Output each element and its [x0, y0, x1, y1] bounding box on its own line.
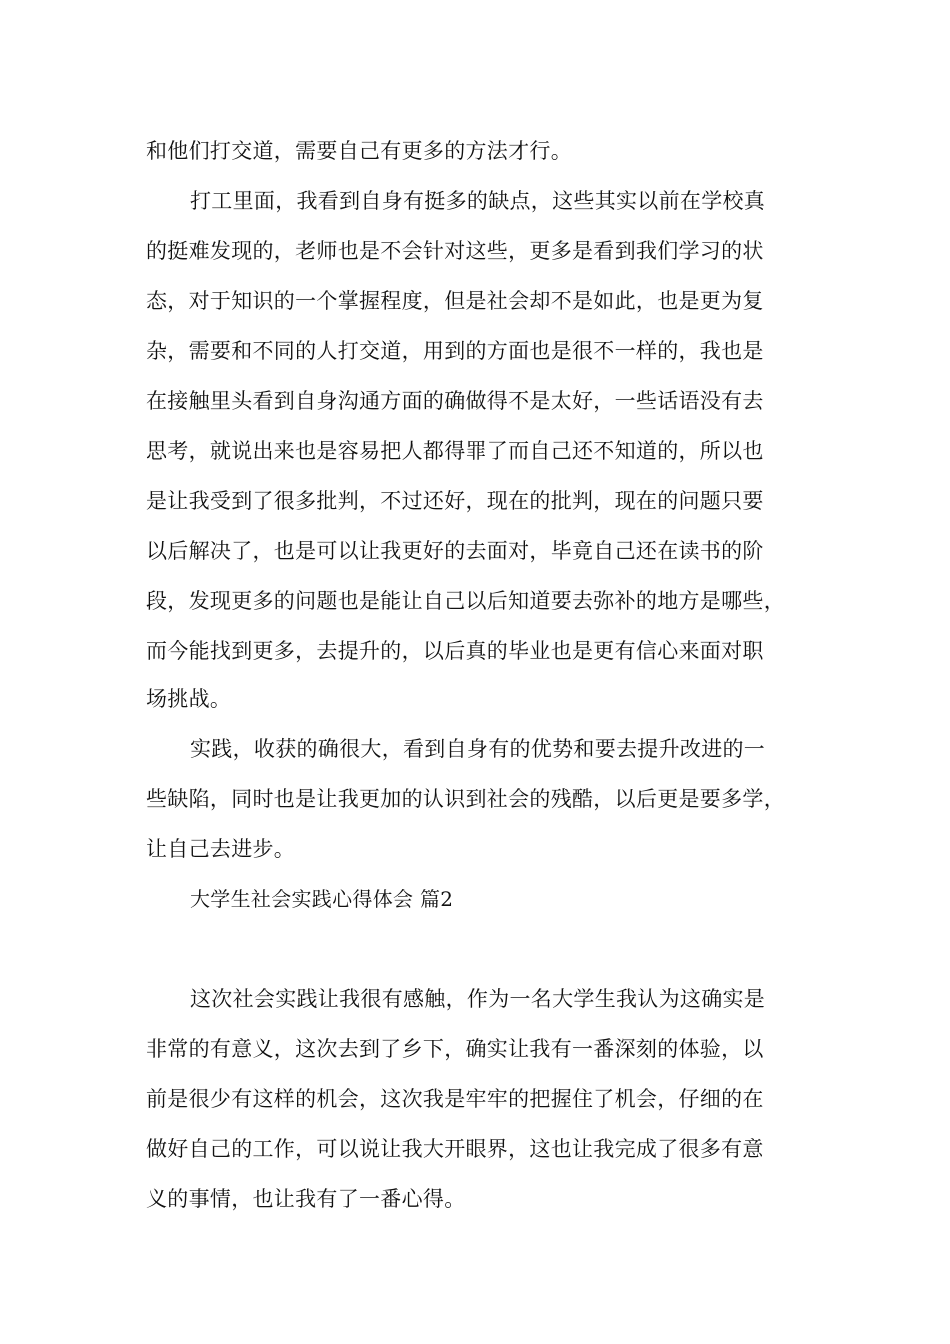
text-line: 场挑战。 — [146, 687, 232, 711]
text-line: 的挺难发现的，老师也是不会针对这些，更多是看到我们学习的状 — [146, 239, 764, 263]
text-line: 段，发现更多的问题也是能让自己以后知道要去弥补的地方是哪些， — [146, 589, 785, 613]
text-line: 在接触里头看到自身沟通方面的确做得不是太好，一些话语没有去 — [146, 389, 764, 413]
text-line: 前是很少有这样的机会，这次我是牢牢的把握住了机会，仔细的在 — [146, 1087, 764, 1111]
text-line: 和他们打交道，需要自己有更多的方法才行。 — [146, 139, 572, 163]
text-line: 做好自己的工作，可以说让我大开眼界，这也让我完成了很多有意 — [146, 1137, 764, 1161]
text-line: 态，对于知识的一个掌握程度，但是社会却不是如此，也是更为复 — [146, 289, 764, 313]
text-line: 是让我受到了很多批判，不过还好，现在的批判，现在的问题只要 — [146, 489, 764, 513]
text-line: 非常的有意义，这次去到了乡下，确实让我有一番深刻的体验，以 — [146, 1037, 764, 1061]
text-line: 思考，就说出来也是容易把人都得罪了而自己还不知道的，所以也 — [146, 439, 764, 463]
paragraph-first-line: 实践，收获的确很大，看到自身有的优势和要去提升改进的一 — [190, 737, 766, 761]
paragraph-first-line: 打工里面，我看到自身有挺多的缺点，这些其实以前在学校真 — [190, 189, 766, 213]
text-line: 杂，需要和不同的人打交道，用到的方面也是很不一样的，我也是 — [146, 339, 764, 363]
text-line: 让自己去进步。 — [146, 837, 296, 861]
text-line: 而今能找到更多，去提升的，以后真的毕业也是更有信心来面对职 — [146, 639, 764, 663]
text-line: 些缺陷，同时也是让我更加的认识到社会的残酷，以后更是要多学， — [146, 787, 785, 811]
paragraph-first-line: 这次社会实践让我很有感触，作为一名大学生我认为这确实是 — [190, 987, 766, 1011]
text-line: 义的事情，也让我有了一番心得。 — [146, 1187, 466, 1211]
section-heading: 大学生社会实践心得体会 篇2 — [190, 887, 454, 911]
text-line: 以后解决了，也是可以让我更好的去面对，毕竟自己还在读书的阶 — [146, 539, 764, 563]
